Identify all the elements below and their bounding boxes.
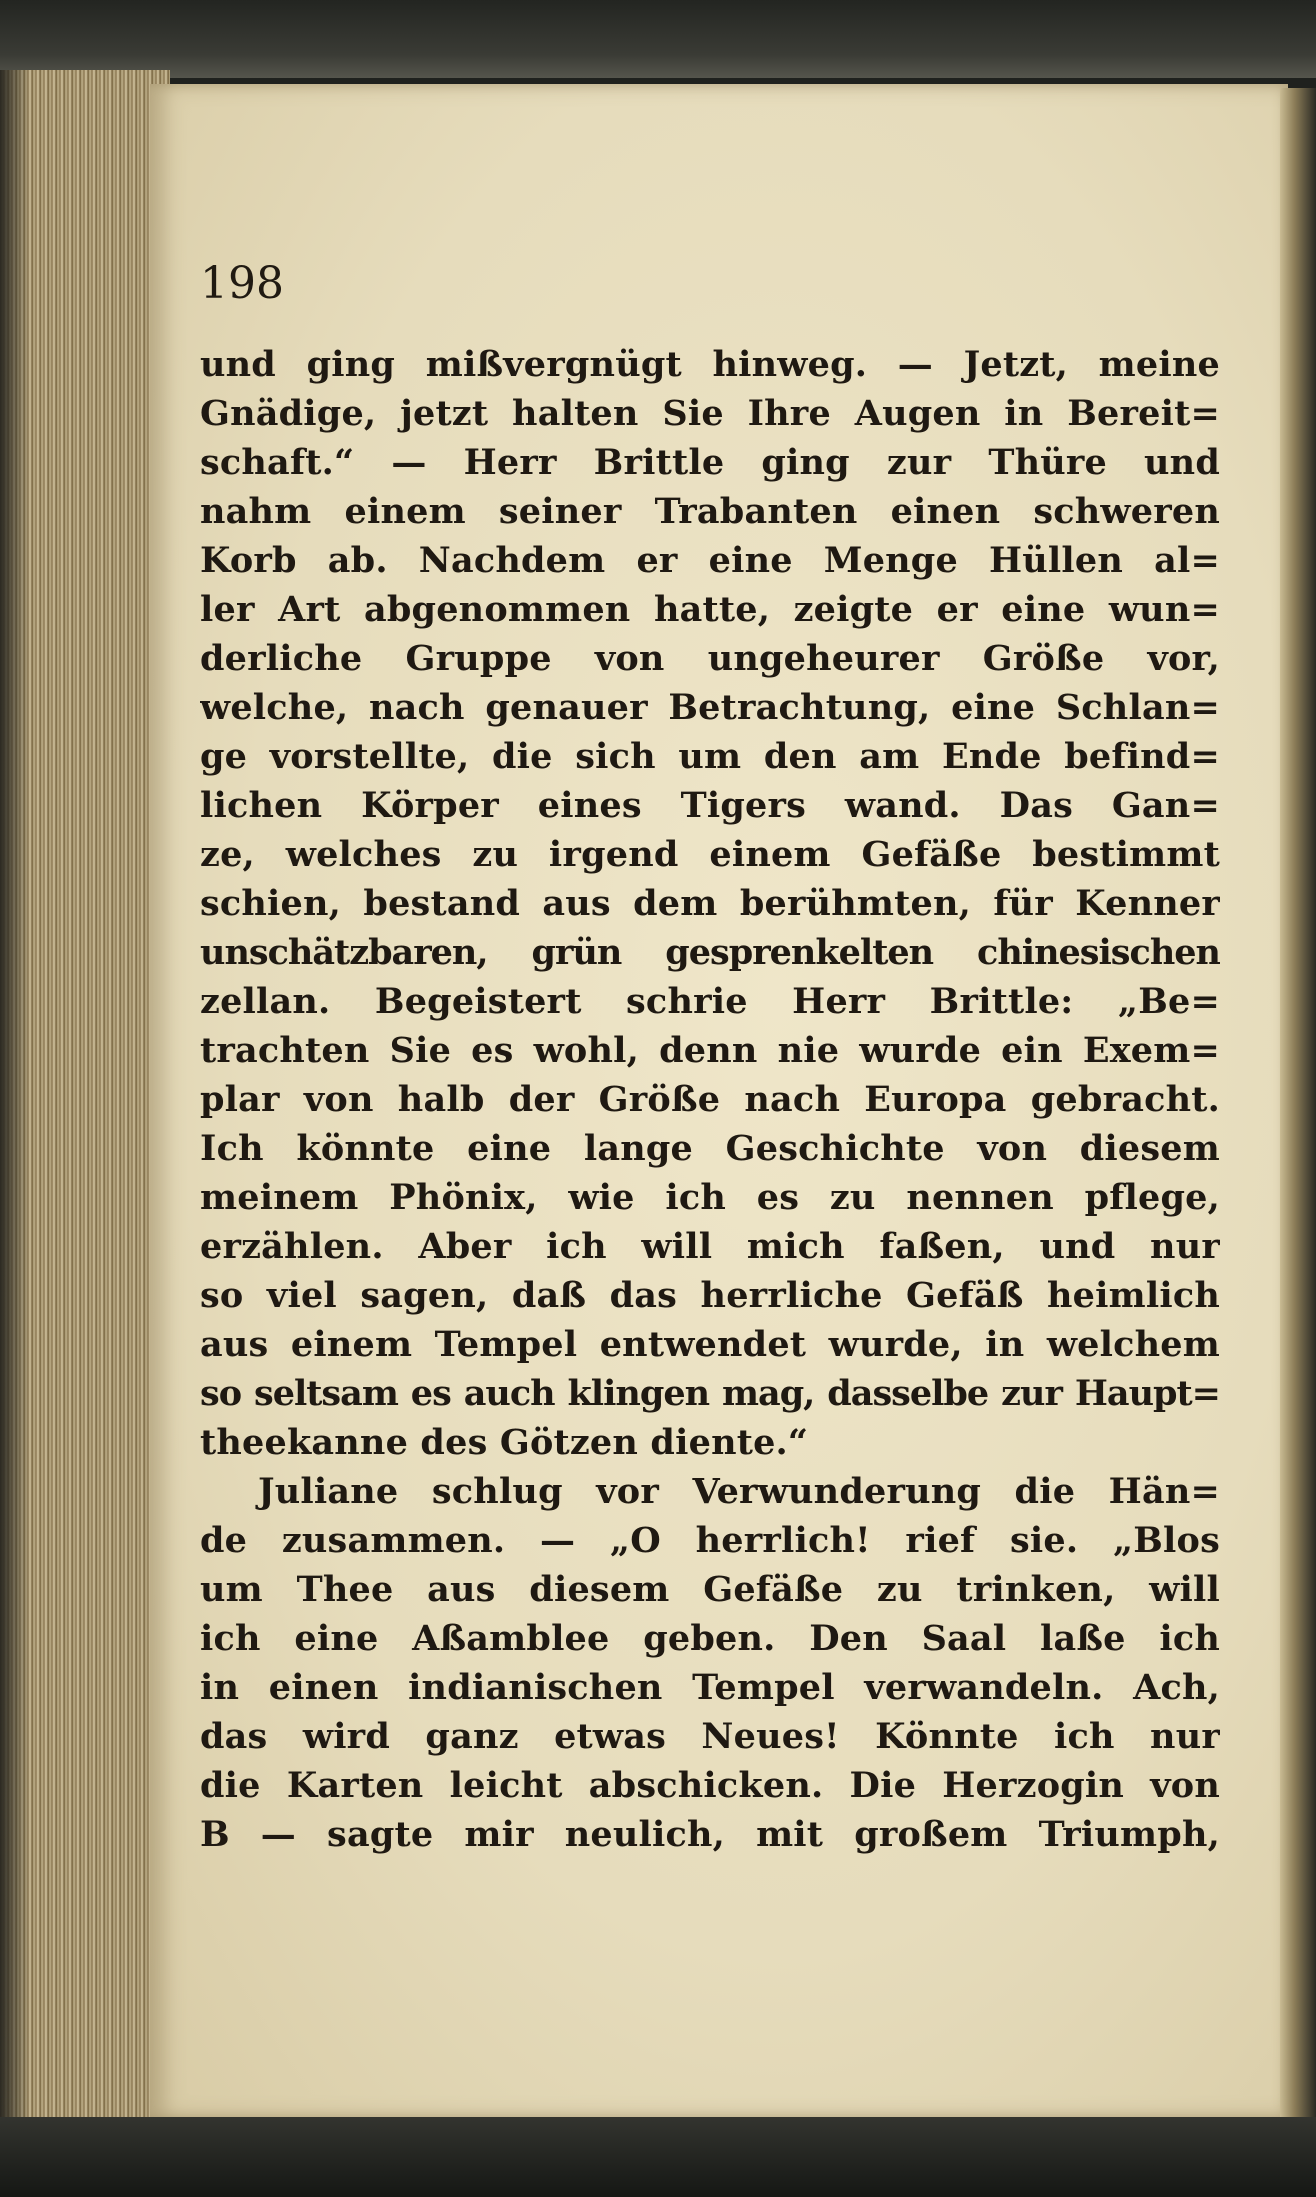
text-line: schaft.“ — Herr Brittle ging zur Thüre und [200, 442, 1220, 483]
text-line: lichen Körper eines Tigers wand. Das Gan= [200, 785, 1220, 826]
book-cover-bottom [0, 2117, 1316, 2197]
text-line: in einen indianischen Tempel verwandeln. Ach, [200, 1667, 1220, 1708]
text-line: Juliane schlug vor Verwunderung die Hän= [258, 1471, 1220, 1512]
text-line: und ging mißvergnügt hinweg. — Jetzt, meine [200, 344, 1220, 385]
text-line: derliche Gruppe von ungeheurer Größe vor, [200, 638, 1220, 679]
text-line: meinem Phönix, wie ich es zu nennen pflege, [200, 1177, 1220, 1218]
text-line: ze, welches zu irgend einem Gefäße bestimmt [200, 834, 1220, 875]
text-line: um Thee aus diesem Gefäße zu trinken, will [200, 1569, 1220, 1610]
text-line: die Karten leicht abschicken. Die Herzogin von [200, 1765, 1220, 1806]
text-line: schien, bestand aus dem berühmten, für Kenner [200, 883, 1220, 924]
text-line: das wird ganz etwas Neues! Könnte ich nur [200, 1716, 1220, 1757]
text-line: so viel sagen, daß das herrliche Gefäß heimlich [200, 1275, 1220, 1316]
text-line: ge vorstellte, die sich um den am Ende befind= [200, 736, 1220, 777]
text-line: B — sagte mir neulich, mit großem Triumph, [200, 1814, 1220, 1855]
text-line: so seltsam es auch klingen mag, dasselbe zur Haupt= [200, 1373, 1220, 1414]
text-line: Ich könnte eine lange Geschichte von diesem [200, 1128, 1220, 1169]
book-cover-top [0, 0, 1316, 78]
text-line: erzählen. Aber ich will mich faßen, und nur [200, 1226, 1220, 1267]
edges-shadow [0, 70, 30, 2122]
page-right-edge [1280, 88, 1316, 2118]
text-line: ich eine Aßamblee geben. Den Saal laße ich [200, 1618, 1220, 1659]
text-line: aus einem Tempel entwendet wurde, in welchem [200, 1324, 1220, 1365]
page-number: 198 [200, 258, 284, 309]
text-line: ler Art abgenommen hatte, zeigte er eine wun= [200, 589, 1220, 630]
page-text [200, 340, 1220, 1859]
text-line: trachten Sie es wohl, denn nie wurde ein Exem= [200, 1030, 1220, 1071]
text-line: theekanne des Götzen diente.“ [200, 1422, 809, 1463]
text-line: nahm einem seiner Trabanten einen schweren [200, 491, 1220, 532]
text-line: zellan. Begeistert schrie Herr Brittle: „Be= [200, 981, 1220, 1022]
text-line: welche, nach genauer Betrachtung, eine Schlan= [200, 687, 1220, 728]
text-line: Gnädige, jetzt halten Sie Ihre Augen in Bereit= [200, 393, 1220, 434]
text-line: Korb ab. Nachdem er eine Menge Hüllen al= [200, 540, 1220, 581]
text-line: plar von halb der Größe nach Europa gebracht. [200, 1079, 1220, 1120]
text-line: de zusammen. — „O herrlich! rief sie. „Blos [200, 1520, 1220, 1561]
text-line: unschätzbaren, grün gesprenkelten chinesischen [200, 932, 1220, 973]
